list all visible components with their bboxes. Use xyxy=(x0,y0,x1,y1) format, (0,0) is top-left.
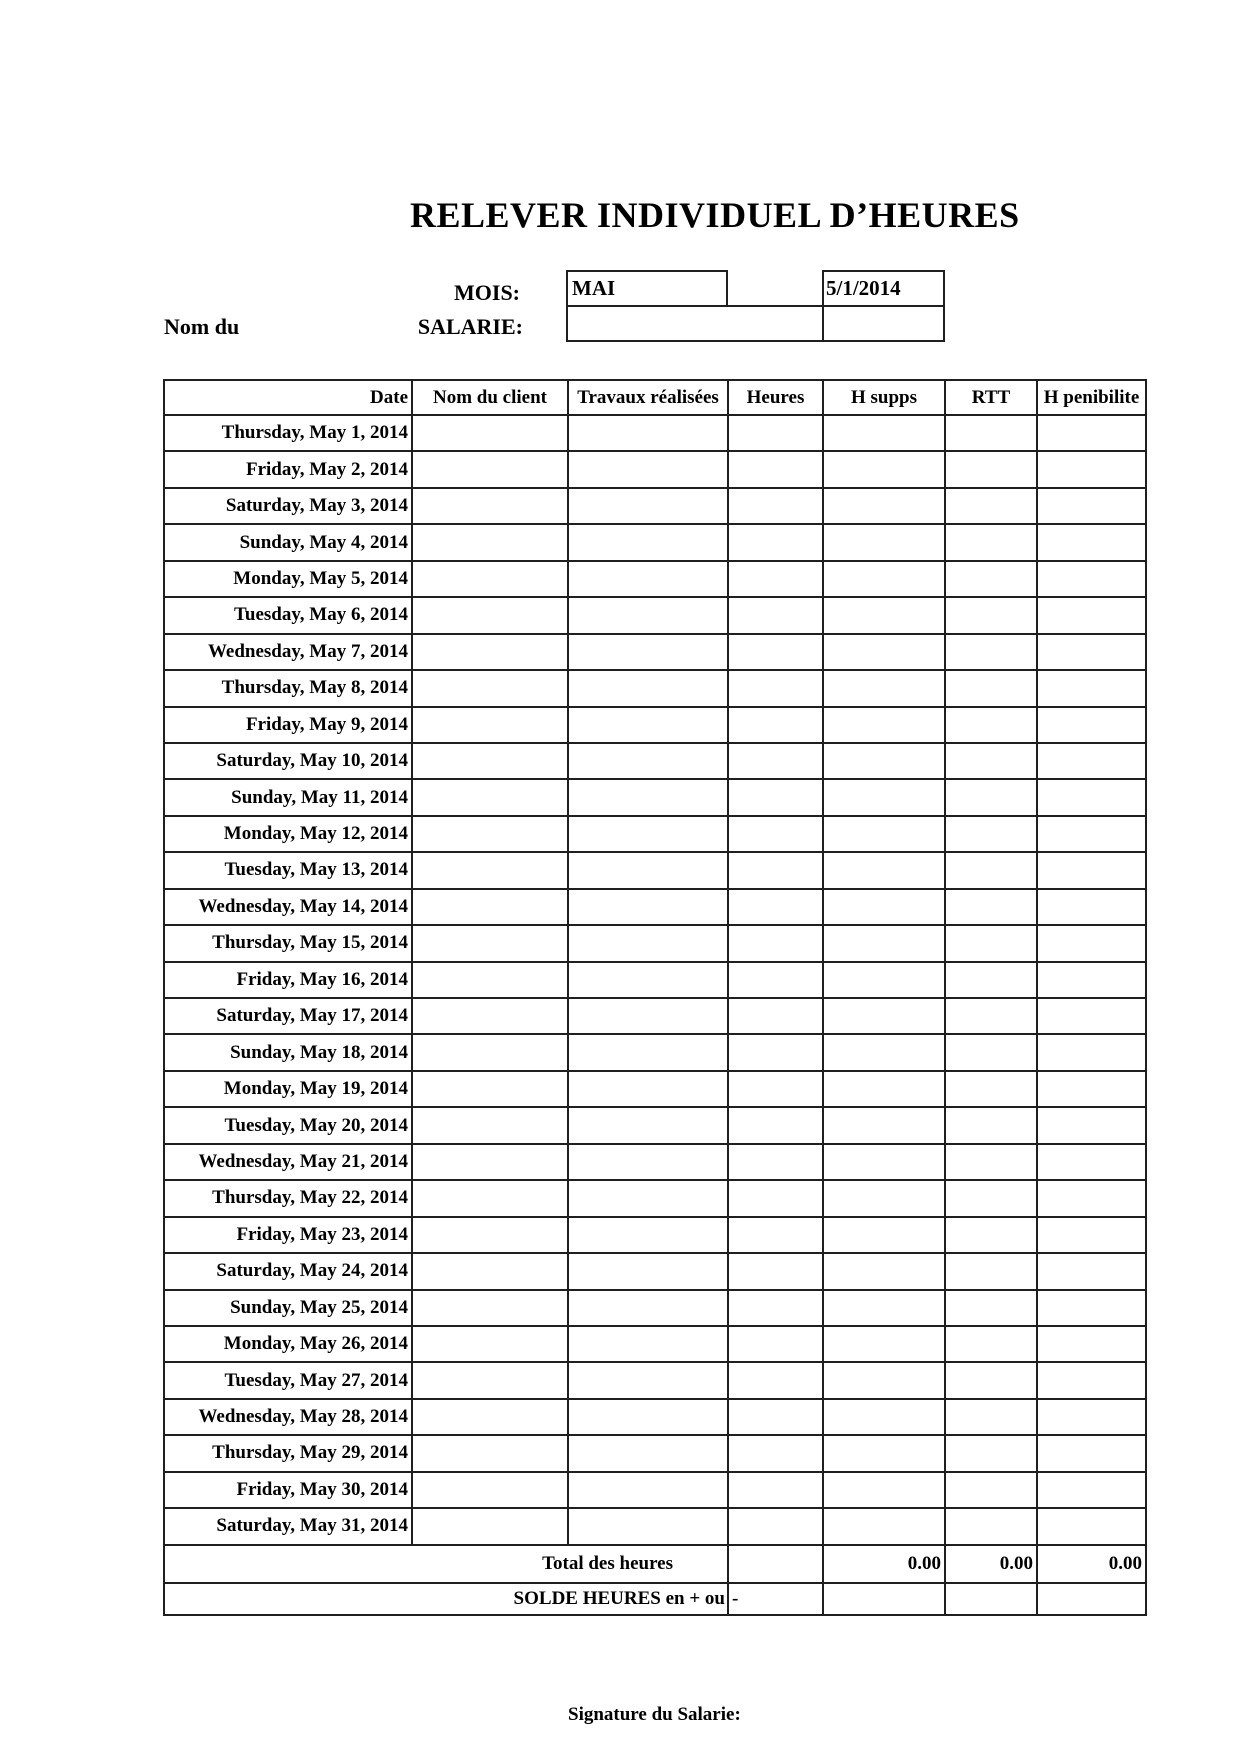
field-divider xyxy=(822,307,824,340)
heures-cell xyxy=(728,634,823,670)
rtt-cell xyxy=(945,925,1037,961)
travaux-cell xyxy=(568,670,728,706)
date-cell: Friday, May 9, 2014 xyxy=(164,707,412,743)
h-supps-cell xyxy=(823,561,945,597)
h-penibilite-cell xyxy=(1037,1144,1146,1180)
client-cell xyxy=(412,852,568,888)
rtt-cell xyxy=(945,743,1037,779)
h-supps-cell xyxy=(823,852,945,888)
travaux-cell xyxy=(568,488,728,524)
travaux-cell xyxy=(568,524,728,560)
heures-cell xyxy=(728,779,823,815)
h-penibilite-cell xyxy=(1037,1362,1146,1398)
table-row xyxy=(164,597,1146,633)
h-penibilite-cell xyxy=(1037,925,1146,961)
travaux-cell xyxy=(568,1435,728,1471)
table-row xyxy=(164,707,1146,743)
date-cell: Tuesday, May 6, 2014 xyxy=(164,597,412,633)
travaux-cell xyxy=(568,415,728,451)
h-supps-cell xyxy=(823,707,945,743)
h-penibilite-cell xyxy=(1037,779,1146,815)
travaux-cell xyxy=(568,852,728,888)
rtt-cell xyxy=(945,1472,1037,1508)
column-header-client: Nom du client xyxy=(412,380,568,415)
travaux-cell xyxy=(568,1253,728,1289)
table-row xyxy=(164,962,1146,998)
h-supps-cell xyxy=(823,1472,945,1508)
h-supps-cell xyxy=(823,1508,945,1544)
travaux-cell xyxy=(568,1034,728,1070)
month-value-field xyxy=(566,270,728,307)
heures-cell xyxy=(728,998,823,1034)
rtt-cell xyxy=(945,415,1037,451)
h-supps-cell xyxy=(823,1253,945,1289)
date-cell: Wednesday, May 7, 2014 xyxy=(164,634,412,670)
date-cell: Friday, May 2, 2014 xyxy=(164,451,412,487)
h-supps-cell xyxy=(823,451,945,487)
travaux-cell xyxy=(568,889,728,925)
h-penibilite-cell xyxy=(1037,743,1146,779)
date-cell: Thursday, May 22, 2014 xyxy=(164,1180,412,1216)
total-h-penibilite-cell: 0.00 xyxy=(1037,1545,1146,1583)
total-row xyxy=(164,1545,1146,1583)
heures-cell xyxy=(728,597,823,633)
h-supps-cell xyxy=(823,597,945,633)
rtt-cell xyxy=(945,451,1037,487)
date-cell: Sunday, May 25, 2014 xyxy=(164,1290,412,1326)
table-row xyxy=(164,1253,1146,1289)
rtt-cell xyxy=(945,488,1037,524)
h-penibilite-cell xyxy=(1037,415,1146,451)
total-heures-cell xyxy=(728,1545,823,1583)
rtt-cell xyxy=(945,1144,1037,1180)
date-cell: Monday, May 19, 2014 xyxy=(164,1071,412,1107)
rtt-cell xyxy=(945,779,1037,815)
h-penibilite-cell xyxy=(1037,1290,1146,1326)
h-penibilite-cell xyxy=(1037,852,1146,888)
h-supps-cell xyxy=(823,1435,945,1471)
table-row xyxy=(164,925,1146,961)
signature-label: Signature du Salarie: xyxy=(568,1704,741,1725)
client-cell xyxy=(412,1180,568,1216)
h-penibilite-cell xyxy=(1037,1071,1146,1107)
client-cell xyxy=(412,415,568,451)
rtt-cell xyxy=(945,1217,1037,1253)
heures-cell xyxy=(728,1435,823,1471)
table-header-row xyxy=(164,380,1146,415)
heures-cell xyxy=(728,1326,823,1362)
travaux-cell xyxy=(568,816,728,852)
solde-h-penibilite-cell xyxy=(1037,1583,1146,1615)
rtt-cell xyxy=(945,1435,1037,1471)
heures-cell xyxy=(728,1071,823,1107)
heures-cell xyxy=(728,1399,823,1435)
table-row xyxy=(164,1362,1146,1398)
travaux-cell xyxy=(568,451,728,487)
rtt-cell xyxy=(945,707,1037,743)
h-supps-cell xyxy=(823,889,945,925)
table-row xyxy=(164,1399,1146,1435)
h-penibilite-cell xyxy=(1037,1253,1146,1289)
employee-name-label-part1: Nom du xyxy=(164,314,240,339)
table-row xyxy=(164,743,1146,779)
date-cell: Wednesday, May 28, 2014 xyxy=(164,1399,412,1435)
rtt-cell xyxy=(945,670,1037,706)
heures-cell xyxy=(728,415,823,451)
travaux-cell xyxy=(568,1472,728,1508)
date-cell: Saturday, May 31, 2014 xyxy=(164,1508,412,1544)
rtt-cell xyxy=(945,962,1037,998)
date-cell: Thursday, May 15, 2014 xyxy=(164,925,412,961)
table-row xyxy=(164,488,1146,524)
rtt-cell xyxy=(945,1326,1037,1362)
client-cell xyxy=(412,779,568,815)
total-rtt-cell: 0.00 xyxy=(945,1545,1037,1583)
solde-rtt-cell xyxy=(945,1583,1037,1615)
rtt-cell xyxy=(945,561,1037,597)
travaux-cell xyxy=(568,1326,728,1362)
table-row xyxy=(164,1290,1146,1326)
h-penibilite-cell xyxy=(1037,634,1146,670)
travaux-cell xyxy=(568,779,728,815)
column-header-rtt: RTT xyxy=(945,380,1037,415)
h-supps-cell xyxy=(823,816,945,852)
page-title: RELEVER INDIVIDUEL D’HEURES xyxy=(410,195,1020,235)
travaux-cell xyxy=(568,743,728,779)
client-cell xyxy=(412,1217,568,1253)
heures-cell xyxy=(728,488,823,524)
travaux-cell xyxy=(568,634,728,670)
client-cell xyxy=(412,889,568,925)
heures-cell xyxy=(728,1144,823,1180)
h-supps-cell xyxy=(823,925,945,961)
travaux-cell xyxy=(568,1508,728,1544)
client-cell xyxy=(412,1253,568,1289)
month-value: MAI xyxy=(572,276,616,300)
table-row xyxy=(164,1472,1146,1508)
h-penibilite-cell xyxy=(1037,816,1146,852)
h-supps-cell xyxy=(823,1144,945,1180)
date-cell: Saturday, May 24, 2014 xyxy=(164,1253,412,1289)
h-penibilite-cell xyxy=(1037,1217,1146,1253)
h-penibilite-cell xyxy=(1037,597,1146,633)
total-h-supps-cell: 0.00 xyxy=(823,1545,945,1583)
table-row xyxy=(164,1217,1146,1253)
heures-cell xyxy=(728,524,823,560)
h-supps-cell xyxy=(823,1217,945,1253)
h-penibilite-cell xyxy=(1037,1472,1146,1508)
table-row xyxy=(164,889,1146,925)
heures-cell xyxy=(728,889,823,925)
table-row xyxy=(164,1034,1146,1070)
total-label: Total des heures xyxy=(164,1545,728,1583)
date-cell: Monday, May 12, 2014 xyxy=(164,816,412,852)
client-cell xyxy=(412,1144,568,1180)
h-penibilite-cell xyxy=(1037,1435,1146,1471)
heures-cell xyxy=(728,1508,823,1544)
client-cell xyxy=(412,1472,568,1508)
h-penibilite-cell xyxy=(1037,998,1146,1034)
rtt-cell xyxy=(945,1180,1037,1216)
date-cell: Wednesday, May 21, 2014 xyxy=(164,1144,412,1180)
date-cell: Monday, May 26, 2014 xyxy=(164,1326,412,1362)
h-supps-cell xyxy=(823,1107,945,1143)
rtt-cell xyxy=(945,1034,1037,1070)
client-cell xyxy=(412,816,568,852)
travaux-cell xyxy=(568,1107,728,1143)
solde-row xyxy=(164,1583,1146,1615)
client-cell xyxy=(412,561,568,597)
travaux-cell xyxy=(568,707,728,743)
h-supps-cell xyxy=(823,1362,945,1398)
h-penibilite-cell xyxy=(1037,1107,1146,1143)
table-row xyxy=(164,779,1146,815)
travaux-cell xyxy=(568,962,728,998)
table-row xyxy=(164,1107,1146,1143)
rtt-cell xyxy=(945,597,1037,633)
table-row xyxy=(164,852,1146,888)
table-row xyxy=(164,816,1146,852)
date-cell: Monday, May 5, 2014 xyxy=(164,561,412,597)
client-cell xyxy=(412,1034,568,1070)
date-cell: Thursday, May 8, 2014 xyxy=(164,670,412,706)
table-row xyxy=(164,1071,1146,1107)
h-penibilite-cell xyxy=(1037,670,1146,706)
h-supps-cell xyxy=(823,743,945,779)
heures-cell xyxy=(728,707,823,743)
employee-name-label-part2: SALARIE: xyxy=(417,314,523,339)
h-supps-cell xyxy=(823,1326,945,1362)
rtt-cell xyxy=(945,1290,1037,1326)
date-cell: Saturday, May 3, 2014 xyxy=(164,488,412,524)
h-penibilite-cell xyxy=(1037,561,1146,597)
heures-cell xyxy=(728,1217,823,1253)
table-row xyxy=(164,670,1146,706)
client-cell xyxy=(412,962,568,998)
rtt-cell xyxy=(945,998,1037,1034)
date-cell: Tuesday, May 13, 2014 xyxy=(164,852,412,888)
client-cell xyxy=(412,1435,568,1471)
date-cell: Friday, May 23, 2014 xyxy=(164,1217,412,1253)
h-supps-cell xyxy=(823,1071,945,1107)
heures-cell xyxy=(728,1107,823,1143)
client-cell xyxy=(412,743,568,779)
rtt-cell xyxy=(945,1071,1037,1107)
heures-cell xyxy=(728,451,823,487)
client-cell xyxy=(412,1362,568,1398)
rtt-cell xyxy=(945,634,1037,670)
h-penibilite-cell xyxy=(1037,889,1146,925)
h-supps-cell xyxy=(823,488,945,524)
heures-cell xyxy=(728,852,823,888)
heures-cell xyxy=(728,816,823,852)
travaux-cell xyxy=(568,1071,728,1107)
solde-heures-cell: - xyxy=(728,1583,823,1615)
date-value: 5/1/2014 xyxy=(826,276,901,300)
travaux-cell xyxy=(568,1290,728,1326)
table-row xyxy=(164,524,1146,560)
h-supps-cell xyxy=(823,962,945,998)
travaux-cell xyxy=(568,925,728,961)
travaux-cell xyxy=(568,1180,728,1216)
h-penibilite-cell xyxy=(1037,1034,1146,1070)
heures-cell xyxy=(728,1034,823,1070)
h-penibilite-cell xyxy=(1037,1508,1146,1544)
table-row xyxy=(164,451,1146,487)
column-header-h-supps: H supps xyxy=(823,380,945,415)
rtt-cell xyxy=(945,1399,1037,1435)
date-cell: Saturday, May 10, 2014 xyxy=(164,743,412,779)
travaux-cell xyxy=(568,1144,728,1180)
client-cell xyxy=(412,1290,568,1326)
heures-cell xyxy=(728,1362,823,1398)
travaux-cell xyxy=(568,1362,728,1398)
client-cell xyxy=(412,1508,568,1544)
rtt-cell xyxy=(945,1362,1037,1398)
month-label: MOIS: xyxy=(454,280,520,305)
date-cell: Thursday, May 1, 2014 xyxy=(164,415,412,451)
travaux-cell xyxy=(568,1399,728,1435)
date-cell: Friday, May 30, 2014 xyxy=(164,1472,412,1508)
h-supps-cell xyxy=(823,998,945,1034)
heures-cell xyxy=(728,1290,823,1326)
client-cell xyxy=(412,1326,568,1362)
travaux-cell xyxy=(568,561,728,597)
h-penibilite-cell xyxy=(1037,962,1146,998)
h-supps-cell xyxy=(823,524,945,560)
rtt-cell xyxy=(945,1107,1037,1143)
h-penibilite-cell xyxy=(1037,488,1146,524)
table-row xyxy=(164,1508,1146,1544)
table-row xyxy=(164,1180,1146,1216)
table-row xyxy=(164,1326,1146,1362)
h-supps-cell xyxy=(823,1290,945,1326)
date-cell: Tuesday, May 20, 2014 xyxy=(164,1107,412,1143)
table-row xyxy=(164,415,1146,451)
date-cell: Sunday, May 11, 2014 xyxy=(164,779,412,815)
h-supps-cell xyxy=(823,415,945,451)
date-cell: Thursday, May 29, 2014 xyxy=(164,1435,412,1471)
date-cell: Tuesday, May 27, 2014 xyxy=(164,1362,412,1398)
heures-cell xyxy=(728,962,823,998)
date-cell: Wednesday, May 14, 2014 xyxy=(164,889,412,925)
heures-cell xyxy=(728,1253,823,1289)
h-supps-cell xyxy=(823,779,945,815)
client-cell xyxy=(412,707,568,743)
client-cell xyxy=(412,925,568,961)
solde-label: SOLDE HEURES en + ou xyxy=(164,1583,728,1615)
client-cell xyxy=(412,597,568,633)
rtt-cell xyxy=(945,1253,1037,1289)
employee-name-field xyxy=(566,305,945,342)
travaux-cell xyxy=(568,597,728,633)
column-header-travaux: Travaux réalisées xyxy=(568,380,728,415)
date-cell: Friday, May 16, 2014 xyxy=(164,962,412,998)
client-cell xyxy=(412,1071,568,1107)
travaux-cell xyxy=(568,1217,728,1253)
h-penibilite-cell xyxy=(1037,524,1146,560)
client-cell xyxy=(412,1399,568,1435)
table-row xyxy=(164,998,1146,1034)
h-supps-cell xyxy=(823,1399,945,1435)
column-header-h-penibilite: H penibilite xyxy=(1037,380,1146,415)
h-penibilite-cell xyxy=(1037,1326,1146,1362)
rtt-cell xyxy=(945,889,1037,925)
heures-cell xyxy=(728,670,823,706)
heures-cell xyxy=(728,561,823,597)
heures-cell xyxy=(728,1180,823,1216)
heures-cell xyxy=(728,925,823,961)
date-cell: Saturday, May 17, 2014 xyxy=(164,998,412,1034)
h-supps-cell xyxy=(823,634,945,670)
column-header-heures: Heures xyxy=(728,380,823,415)
h-penibilite-cell xyxy=(1037,1180,1146,1216)
table-row xyxy=(164,1144,1146,1180)
rtt-cell xyxy=(945,524,1037,560)
rtt-cell xyxy=(945,852,1037,888)
client-cell xyxy=(412,1107,568,1143)
table-row xyxy=(164,1435,1146,1471)
client-cell xyxy=(412,488,568,524)
heures-cell xyxy=(728,1472,823,1508)
table-row xyxy=(164,561,1146,597)
date-cell: Sunday, May 4, 2014 xyxy=(164,524,412,560)
table-row xyxy=(164,634,1146,670)
solde-h-supps-cell xyxy=(823,1583,945,1615)
client-cell xyxy=(412,998,568,1034)
h-supps-cell xyxy=(823,1180,945,1216)
client-cell xyxy=(412,634,568,670)
h-supps-cell xyxy=(823,1034,945,1070)
date-value-field xyxy=(822,270,945,307)
h-penibilite-cell xyxy=(1037,707,1146,743)
heures-cell xyxy=(728,743,823,779)
h-supps-cell xyxy=(823,670,945,706)
date-cell: Sunday, May 18, 2014 xyxy=(164,1034,412,1070)
h-penibilite-cell xyxy=(1037,451,1146,487)
timesheet-table xyxy=(163,379,1147,1616)
travaux-cell xyxy=(568,998,728,1034)
client-cell xyxy=(412,670,568,706)
rtt-cell xyxy=(945,1508,1037,1544)
client-cell xyxy=(412,451,568,487)
column-header-date: Date xyxy=(164,380,412,415)
rtt-cell xyxy=(945,816,1037,852)
h-penibilite-cell xyxy=(1037,1399,1146,1435)
client-cell xyxy=(412,524,568,560)
